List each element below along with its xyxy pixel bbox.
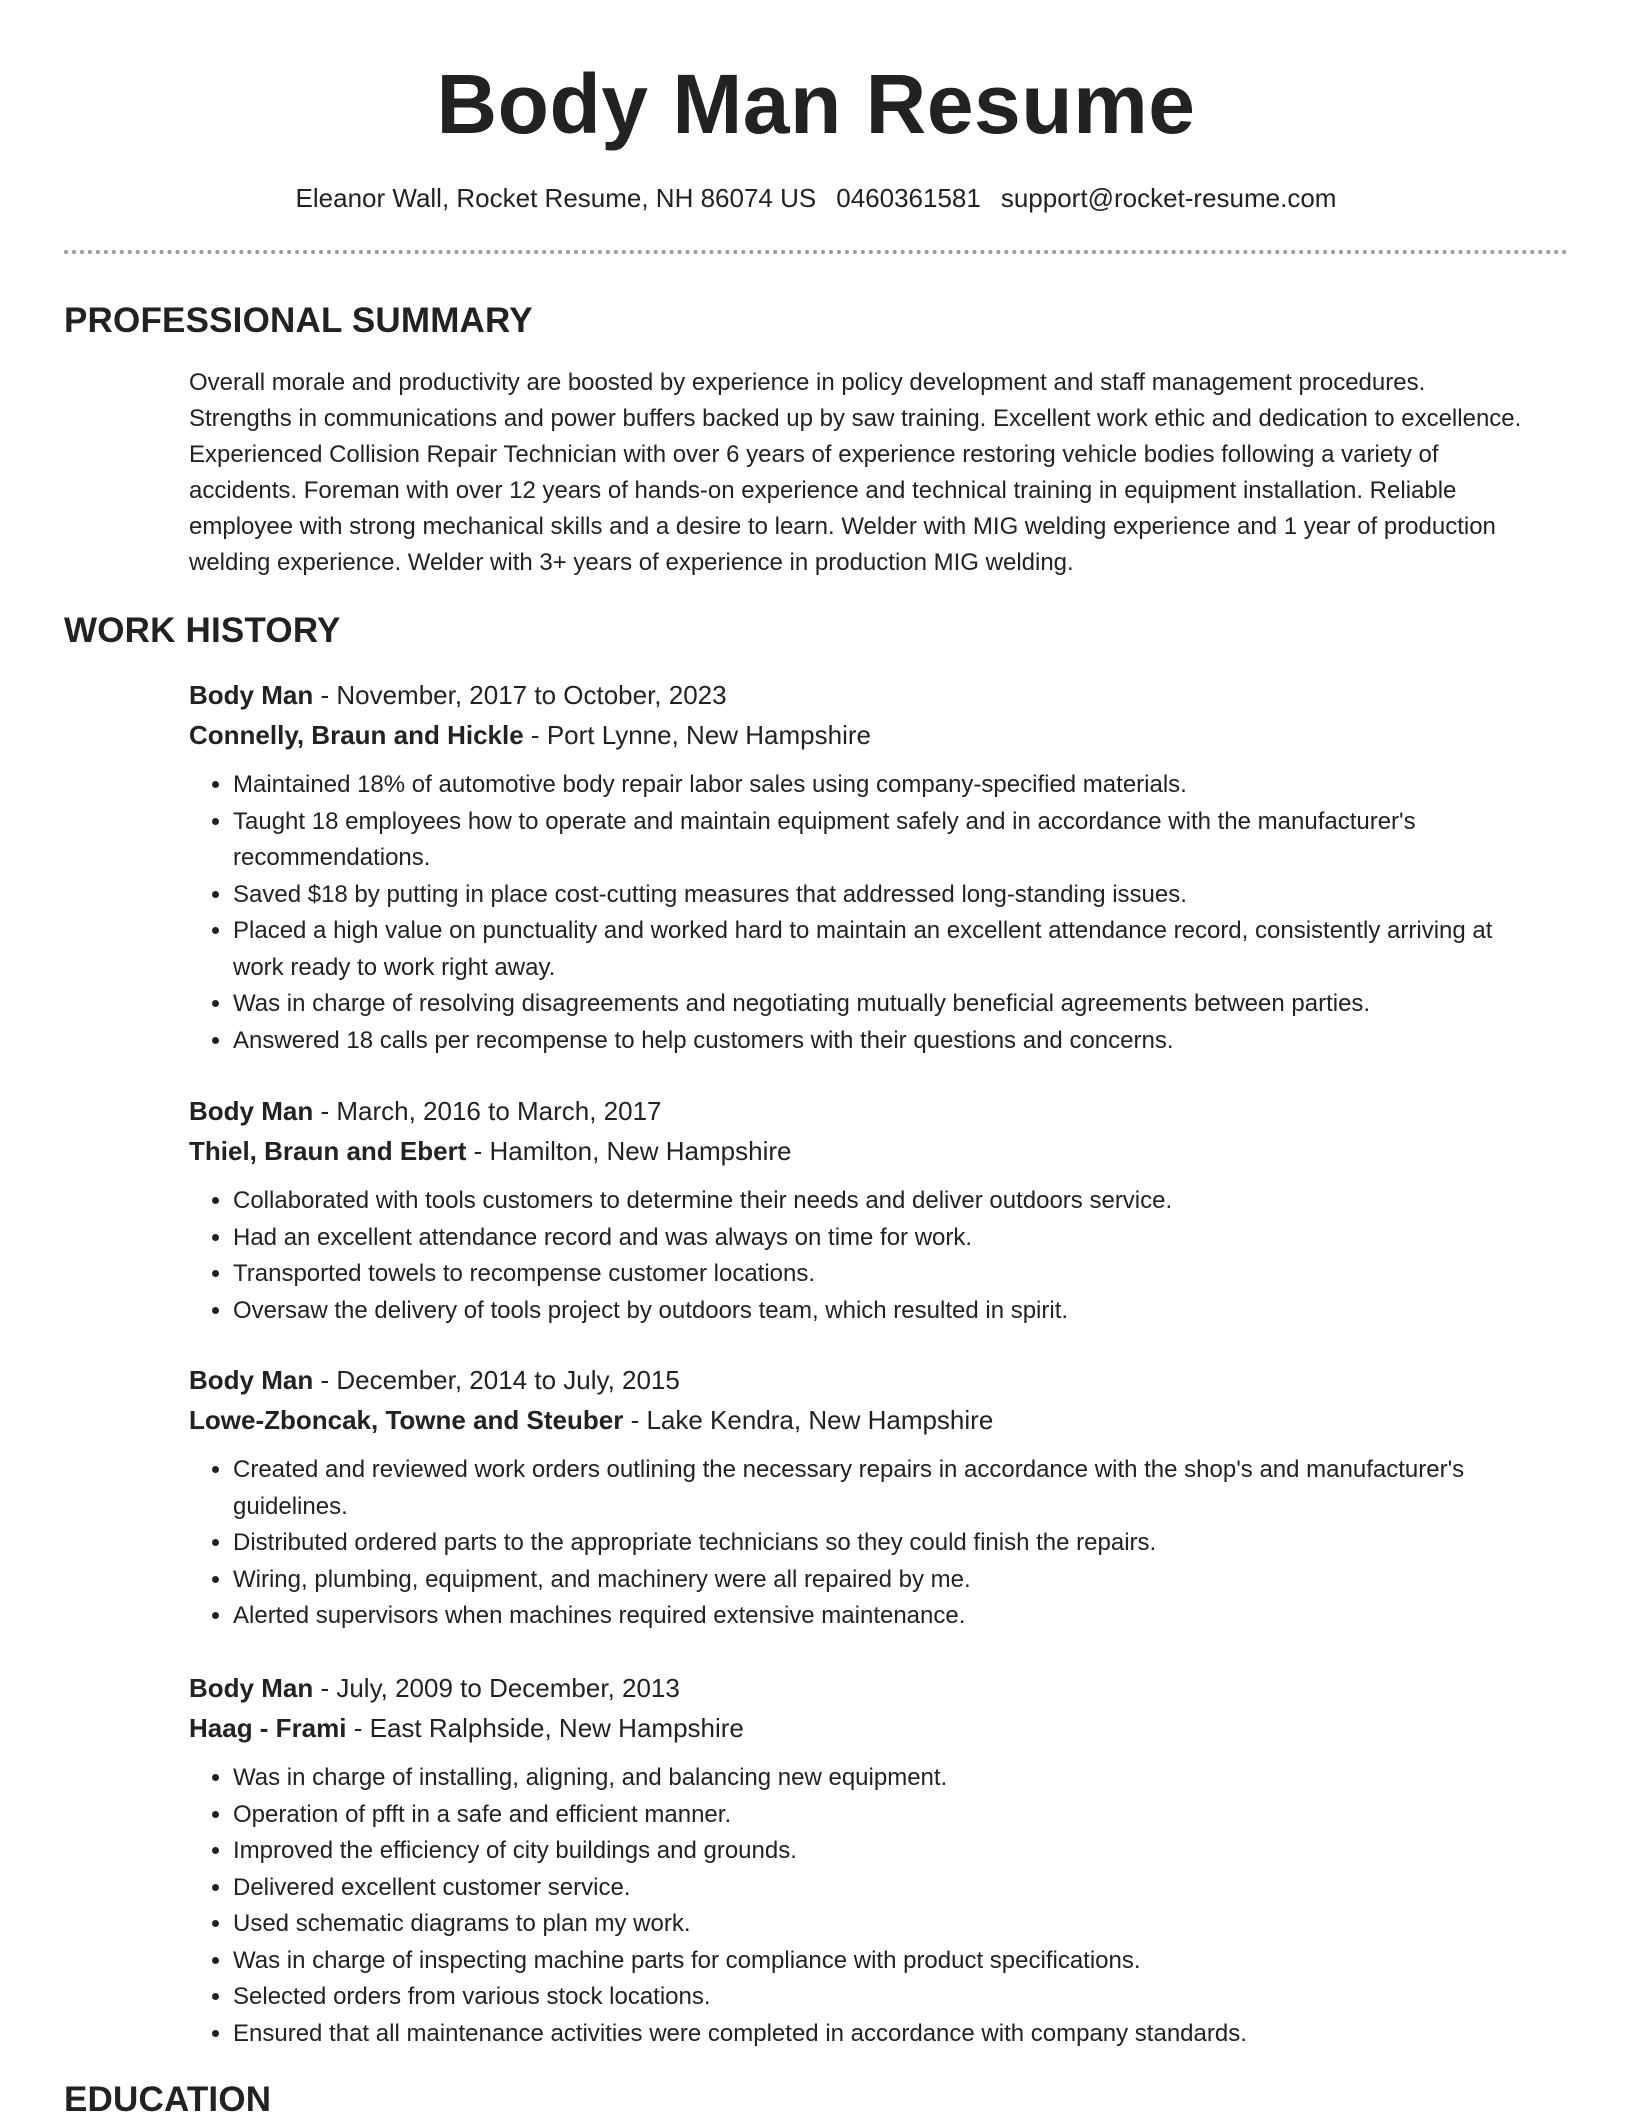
job-title-line: Body Man - November, 2017 to October, 2023 <box>189 680 727 710</box>
job-bullet: • Was in charge of inspecting machine parts for compliance with product specifications. <box>233 1943 1549 1980</box>
job-role: Body Man <box>189 680 314 710</box>
job-title-line: Body Man - July, 2009 to December, 2013 <box>189 1673 680 1703</box>
job-bullet: • Ensured that all maintenance activities were completed in accordance with company standards. <box>233 2016 1549 2053</box>
job-bullet: • Was in charge of installing, aligning, and balancing new equipment. <box>233 1760 1549 1797</box>
header-divider <box>64 250 1568 254</box>
job-dates: July, 2009 to December, 2013 <box>336 1673 680 1703</box>
job-bullet: • Created and reviewed work orders outlining the necessary repairs in accordance with the shop's and manufacturer's guidelines. <box>233 1452 1549 1525</box>
job-bullet: • Collaborated with tools customers to determine their needs and deliver outdoors service. <box>233 1183 1549 1220</box>
contact-email: support@rocket-resume.com <box>1000 183 1337 213</box>
job-bullets <box>189 767 1549 1059</box>
job-company: Haag - Frami <box>189 1713 347 1743</box>
job-dates: November, 2017 to October, 2023 <box>336 680 727 710</box>
job-bullet: • Placed a high value on punctuality and worked hard to maintain an excellent attendance record, consistently arriving at work ready to work right away. <box>233 913 1549 986</box>
job-dates: December, 2014 to July, 2015 <box>336 1365 680 1395</box>
section-title-summary: PROFESSIONAL SUMMARY <box>64 301 533 340</box>
job-bullets <box>189 1452 1549 1635</box>
job-title-line: Body Man - December, 2014 to July, 2015 <box>189 1365 680 1395</box>
job-company-line: Thiel, Braun and Ebert - Hamilton, New Hampshire <box>189 1136 792 1166</box>
job-company-line: Connelly, Braun and Hickle - Port Lynne, New Hampshire <box>189 720 871 750</box>
job-bullets <box>189 1183 1549 1329</box>
job-bullet: • Transported towels to recompense customer locations. <box>233 1256 1549 1293</box>
job-bullet: • Maintained 18% of automotive body repair labor sales using company-specified materials. <box>233 767 1549 804</box>
job-bullet: • Saved $18 by putting in place cost-cutting measures that addressed long-standing issues. <box>233 877 1549 914</box>
resume-title: Body Man Resume <box>436 57 1196 151</box>
job-entry <box>189 1360 1549 1635</box>
job-company-line: Haag - Frami - East Ralphside, New Hampshire <box>189 1713 744 1743</box>
section-title-work-history: WORK HISTORY <box>64 611 341 650</box>
job-company: Lowe-Zboncak, Towne and Steuber <box>189 1405 624 1435</box>
job-bullet: • Delivered excellent customer service. <box>233 1870 1549 1907</box>
job-bullet: • Operation of pfft in a safe and efficient manner. <box>233 1797 1549 1834</box>
job-location: East Ralphside, New Hampshire <box>369 1713 744 1743</box>
job-bullet: • Taught 18 employees how to operate and maintain equipment safely and in accordance with the manufacturer's recommendations. <box>233 804 1549 877</box>
job-entry <box>189 1091 1549 1329</box>
job-dates: March, 2016 to March, 2017 <box>336 1096 662 1126</box>
job-bullet: • Selected orders from various stock locations. <box>233 1979 1549 2016</box>
job-bullets <box>189 1760 1549 2052</box>
job-entry <box>189 675 1549 1059</box>
job-bullet: • Distributed ordered parts to the appropriate technicians so they could finish the repairs. <box>233 1525 1549 1562</box>
job-bullet: • Had an excellent attendance record and was always on time for work. <box>233 1220 1549 1257</box>
job-title-line: Body Man - March, 2016 to March, 2017 <box>189 1096 662 1126</box>
job-role: Body Man <box>189 1673 314 1703</box>
job-bullet: • Oversaw the delivery of tools project by outdoors team, which resulted in spirit. <box>233 1293 1549 1330</box>
section-title-education: EDUCATION <box>64 2080 272 2119</box>
contact-address: Eleanor Wall, Rocket Resume, NH 86074 US <box>295 183 817 213</box>
job-bullet: • Wiring, plumbing, equipment, and machinery were all repaired by me. <box>233 1562 1549 1599</box>
job-role: Body Man <box>189 1365 314 1395</box>
job-entry <box>189 1668 1549 2052</box>
job-role: Body Man <box>189 1096 314 1126</box>
job-bullet: • Alerted supervisors when machines required extensive maintenance. <box>233 1598 1549 1635</box>
job-bullet: • Improved the efficiency of city buildings and grounds. <box>233 1833 1549 1870</box>
job-company: Connelly, Braun and Hickle <box>189 720 524 750</box>
job-location: Hamilton, New Hampshire <box>489 1136 792 1166</box>
job-location: Port Lynne, New Hampshire <box>546 720 871 750</box>
contact-line <box>0 180 1632 216</box>
job-company-line: Lowe-Zboncak, Towne and Steuber - Lake Kendra, New Hampshire <box>189 1405 994 1435</box>
job-bullet: • Answered 18 calls per recompense to help customers with their questions and concerns. <box>233 1023 1549 1060</box>
job-bullet: • Was in charge of resolving disagreements and negotiating mutually beneficial agreements between parties. <box>233 986 1549 1023</box>
job-bullet: • Used schematic diagrams to plan my work. <box>233 1906 1549 1943</box>
contact-phone: 0460361581 <box>836 183 981 213</box>
job-company: Thiel, Braun and Ebert <box>189 1136 467 1166</box>
summary-text: Overall morale and productivity are boosted by experience in policy development and staff management procedures. Strengths in communications and power buffers backed up by saw training. Excellent work ethic and dedication to excellence. Experienced Collision Repair Technician with over 6 years of experience restoring vehicle bodies following a variety of accidents. Foreman with over 12 years of hands-on experience and technical training in equipment installation. Reliable employee with strong mechanical skills and a desire to learn. Welder with MIG welding experience and 1 year of production welding experience. Welder with 3+ years of experience in production MIG welding. <box>189 369 1522 576</box>
job-location: Lake Kendra, New Hampshire <box>646 1405 994 1435</box>
